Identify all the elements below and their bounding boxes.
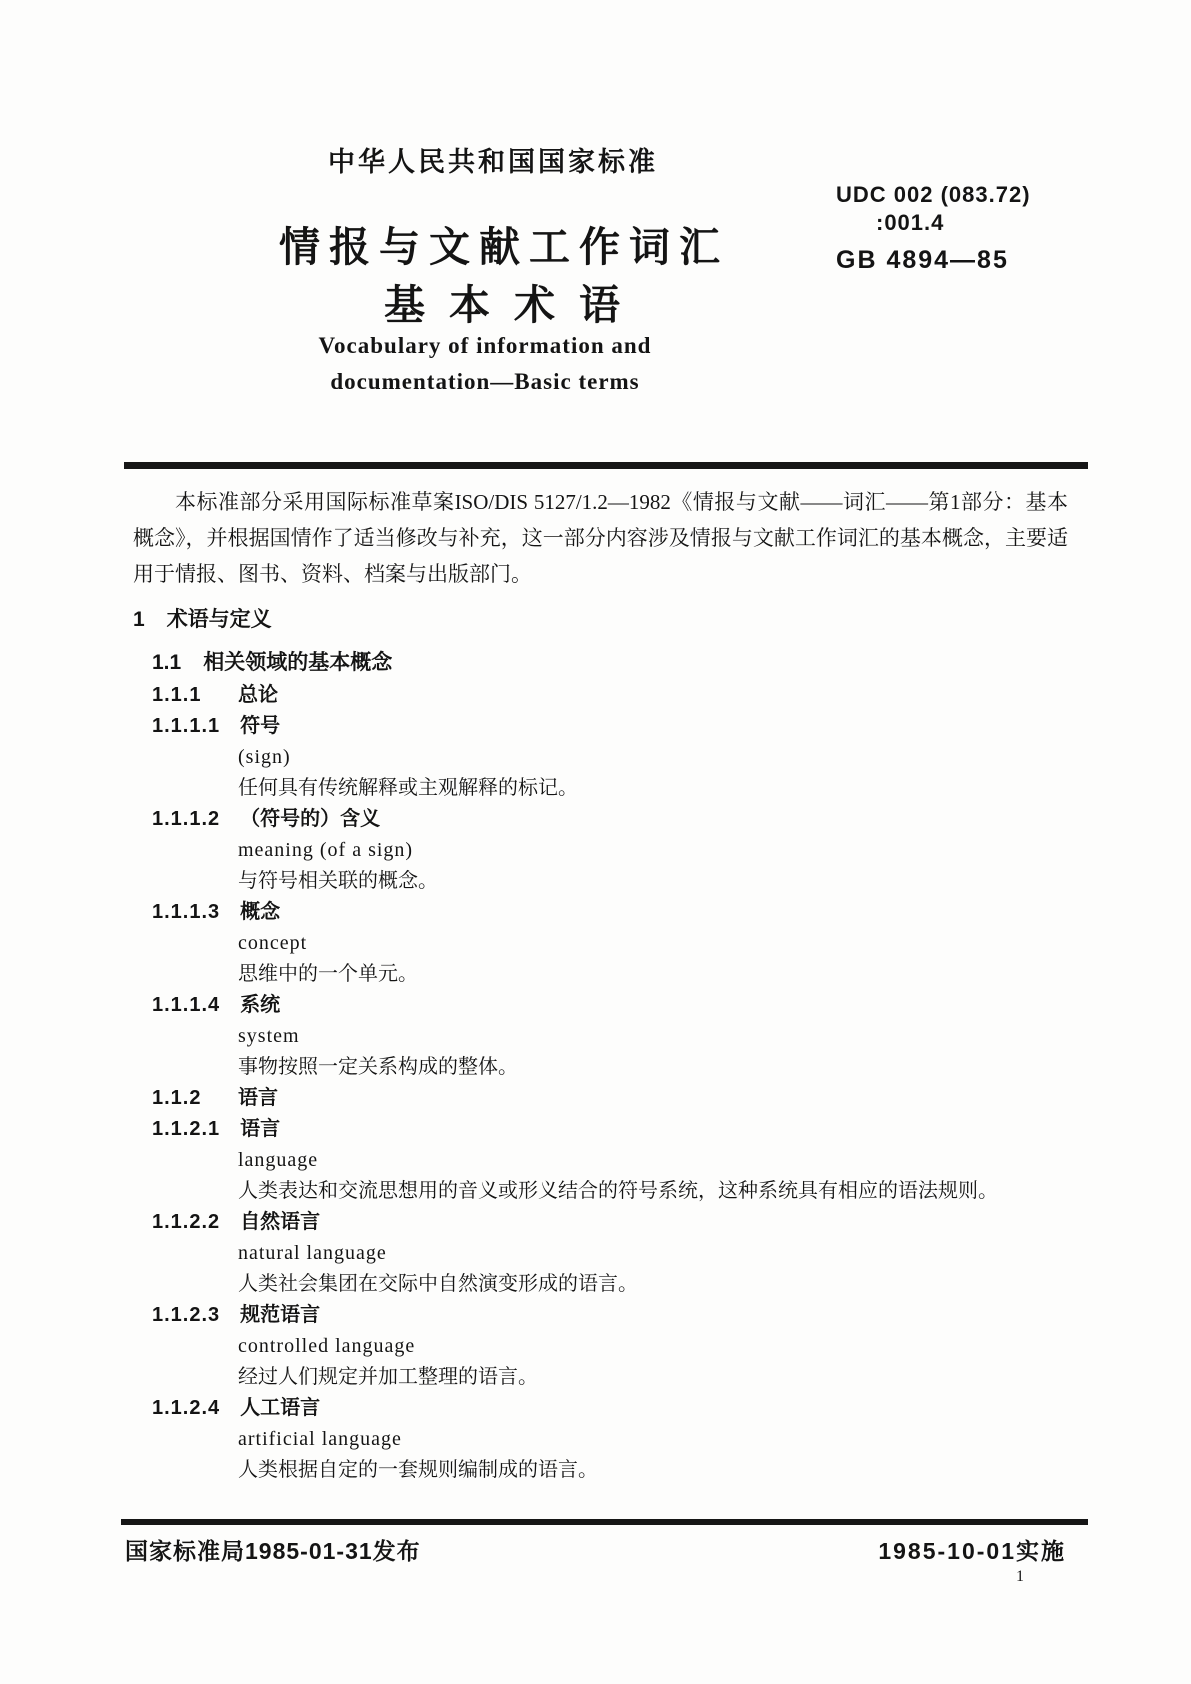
term-line [152, 897, 1082, 928]
term-number: 1.1.1.2 [152, 808, 221, 830]
term-entry [152, 1393, 1082, 1486]
term-english: controlled language [238, 1335, 416, 1357]
term-name: 符号 [240, 715, 281, 737]
section-1-1-number: 1.1 [152, 651, 182, 674]
term-number: 1.1.1 [152, 684, 202, 706]
section-1-1-heading [152, 646, 392, 676]
term-name: 总论 [238, 684, 278, 706]
udc-line1: UDC 002 (083.72) [836, 182, 1031, 207]
term-english: concept [238, 932, 308, 954]
term-line [152, 1393, 1082, 1424]
term-name: 规范语言 [240, 1304, 321, 1326]
term-definition: 人类表达和交流思想用的音义或形义结合的符号系统，这种系统具有相应的语法规则。 [238, 1180, 998, 1202]
term-definition: 事物按照一定关系构成的整体。 [238, 1056, 518, 1078]
term-english: natural language [238, 1242, 387, 1264]
page-number: 1 [1016, 1568, 1024, 1585]
term-line [152, 1114, 1082, 1145]
term-number: 1.1.2.1 [152, 1118, 221, 1140]
udc-line2: :001.4 [876, 210, 945, 235]
term-line [152, 990, 1082, 1021]
term-line [152, 711, 1082, 742]
english-title-line1: Vocabulary of information and [318, 333, 652, 358]
term-entry [152, 804, 1082, 897]
term-english: meaning (of a sign) [238, 839, 414, 861]
term-entry [152, 990, 1082, 1083]
intro-paragraph: 本标准部分采用国际标准草案ISO/DIS 5127/1.2—1982《情报与文献——词汇——第1部分：基本概念》，并根据国情作了适当修改与补充，这一部分内容涉及情报与文献工作词汇的基本概念，主要适用于情报、图书、资料、档案与出版部门。 [133, 490, 1068, 586]
section-1-1-title: 相关领域的基本概念 [203, 651, 393, 674]
udc-classification [836, 181, 1031, 237]
term-entry [152, 711, 1082, 804]
term-line [152, 1083, 1082, 1114]
term-number: 1.1.1.1 [152, 715, 221, 737]
term-definition: 人类社会集团在交际中自然演变形成的语言。 [238, 1273, 638, 1295]
term-english: artificial language [238, 1428, 402, 1450]
term-name: 概念 [240, 901, 281, 923]
english-title [310, 328, 660, 400]
term-name: （符号的）含义 [240, 808, 381, 830]
term-number: 1.1.2.3 [152, 1304, 221, 1326]
header-divider-rule [124, 462, 1088, 469]
term-name: 系统 [240, 994, 281, 1016]
term-definition: 思维中的一个单元。 [238, 963, 418, 985]
term-english: language [238, 1149, 319, 1171]
term-number: 1.1.2 [152, 1087, 202, 1109]
term-group-heading [152, 680, 1082, 711]
term-group-heading [152, 1083, 1082, 1114]
term-number: 1.1.2.4 [152, 1397, 221, 1419]
footer-divider-rule [121, 1519, 1088, 1525]
term-definition: 经过人们规定并加工整理的语言。 [238, 1366, 538, 1388]
effective-date: 1985-10-01实施 [878, 1538, 1066, 1564]
term-line [152, 1300, 1082, 1331]
term-entry [152, 1300, 1082, 1393]
term-entry [152, 897, 1082, 990]
standard-label: 中华人民共和国国家标准 [328, 147, 658, 177]
term-line [152, 1207, 1082, 1238]
document-title-line2: 基本术语 [384, 282, 644, 328]
term-line [152, 680, 1082, 711]
term-name: 自然语言 [240, 1211, 321, 1233]
issue-date: 国家标准局1985-01-31发布 [125, 1538, 421, 1564]
term-entry [152, 1114, 1082, 1207]
term-line [152, 804, 1082, 835]
section-1-heading [133, 603, 272, 633]
term-name: 语言 [238, 1087, 278, 1109]
term-name: 人工语言 [240, 1397, 321, 1419]
standard-number: GB 4894—85 [836, 246, 1009, 274]
term-definition: 与符号相关联的概念。 [238, 870, 438, 892]
term-name: 语言 [240, 1118, 281, 1140]
term-number: 1.1.2.2 [152, 1211, 221, 1233]
section-1-title: 术语与定义 [166, 608, 272, 631]
term-definition: 任何具有传统解释或主观解释的标记。 [238, 777, 578, 799]
term-english: system [238, 1025, 300, 1047]
section-1-number: 1 [133, 608, 145, 631]
document-title-line1: 情报与文献工作词汇 [279, 224, 729, 270]
term-entry [152, 1207, 1082, 1300]
terms-list [152, 680, 1082, 1486]
term-number: 1.1.1.3 [152, 901, 221, 923]
english-title-line2: documentation—Basic terms [330, 369, 640, 394]
term-definition: 人类根据自定的一套规则编制成的语言。 [238, 1459, 598, 1481]
term-number: 1.1.1.4 [152, 994, 221, 1016]
term-english: (sign) [238, 746, 291, 768]
